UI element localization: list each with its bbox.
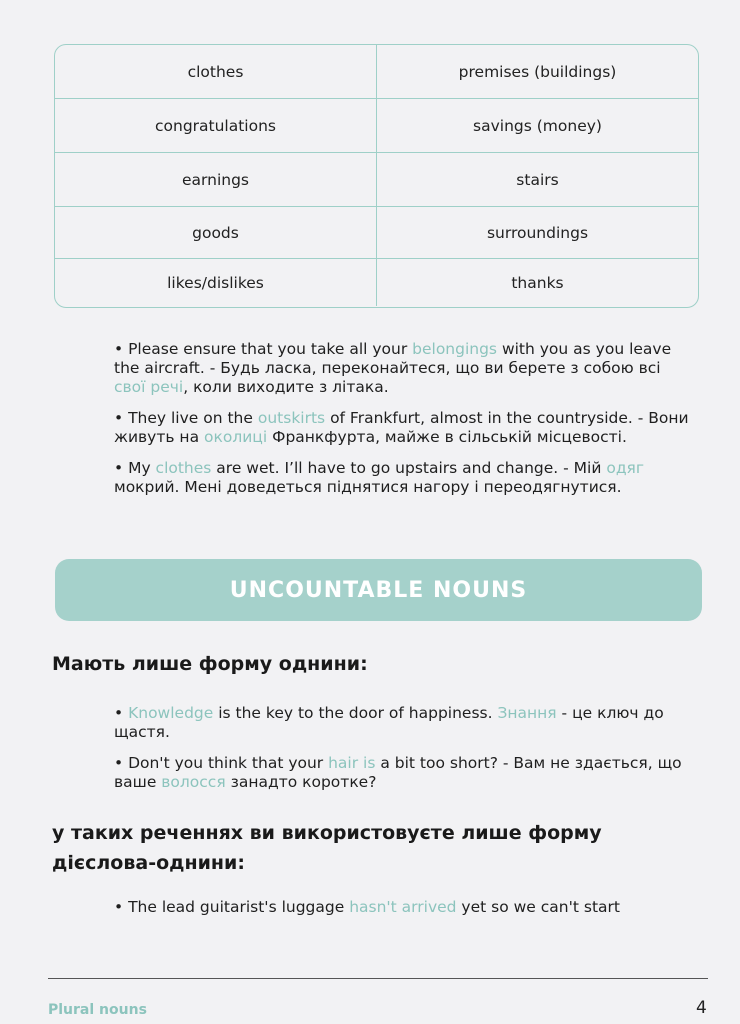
section-banner: UNCOUNTABLE NOUNS — [55, 559, 702, 621]
plural-nouns-table — [54, 44, 699, 308]
table-row — [55, 153, 698, 207]
table-cell-left: goods — [55, 207, 377, 258]
table-cell-right: savings (money) — [473, 116, 602, 135]
table-row — [55, 259, 698, 306]
example-sentence: • My clothes are wet. I’ll have to go upstairs and change. - Мій одяг мокрий. Мені доведеться піднятися нагору і переодягнутися. — [114, 459, 645, 496]
table-cell-left: earnings — [55, 153, 377, 206]
example-sentence: • Don't you think that your hair is a bit too short? - Вам не здається, що ваше волосся занадто коротке? — [114, 754, 682, 791]
table-row — [55, 99, 698, 153]
table-cell-right: premises (buildings) — [458, 62, 617, 81]
table-cell-right: stairs — [516, 170, 559, 189]
example-sentence: • The lead guitarist's luggage hasn't arrived yet so we can't start — [114, 898, 620, 916]
table-cell-left: clothes — [55, 45, 377, 98]
table-cell-left: congratulations — [55, 99, 377, 152]
plural-examples — [114, 340, 694, 509]
verb-examples — [114, 898, 714, 929]
page-number: 4 — [696, 998, 707, 1018]
footer-section-title: Plural nouns — [48, 1002, 147, 1018]
section-heading: у таких реченнях ви використовуєте лише форму дієслова-однини: — [52, 822, 602, 874]
example-sentence: • Knowledge is the key to the door of happiness. Знання - це ключ до щастя. — [114, 704, 664, 741]
example-sentence: • They live on the outskirts of Frankfurt, almost in the countryside. - Вони живуть на околиці Франкфурта, майже в сільській місцевості. — [114, 409, 689, 446]
example-sentence: • Please ensure that you take all your belongings with you as you leave the aircraft. - Будь ласка, переконайтеся, що ви берете з собою всі свої речі, коли виходите з літака. — [114, 340, 672, 396]
table-row — [55, 207, 698, 259]
singular-examples — [114, 704, 694, 804]
table-row — [55, 45, 698, 99]
table-cell-left: likes/dislikes — [55, 259, 377, 306]
section-heading: Мають лише форму однини: — [52, 653, 368, 675]
table-cell-right: thanks — [511, 273, 564, 292]
footer-divider — [48, 978, 708, 979]
table-cell-right: surroundings — [486, 223, 589, 242]
